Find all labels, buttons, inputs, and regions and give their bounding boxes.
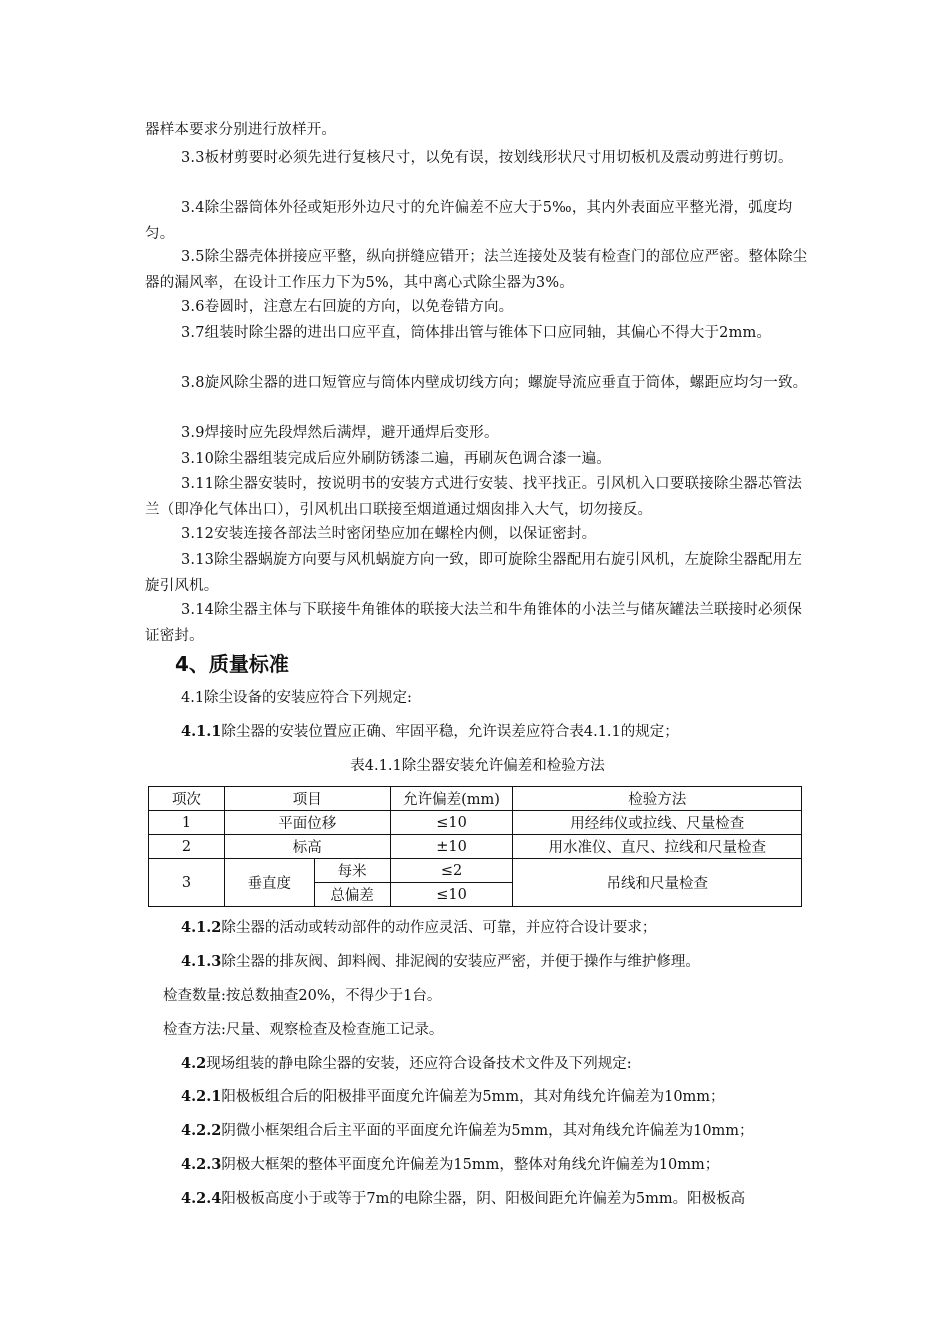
paragraph: 3.7组装时除尘器的进出口应平直，筒体排出管与锥体下口应同轴，其偏心不得大于2mm。 — [181, 325, 772, 341]
paragraph: 3.9焊接时应先段焊然后满焊，避开通焊后变形。 — [181, 425, 499, 441]
paragraph: 3.13除尘器蜗旋方向要与风机蜗旋方向一致，即可旋除尘器配用右旋引风机，左旋除尘器配用左旋引风机。 — [145, 552, 803, 594]
paragraph — [181, 1051, 632, 1077]
table-header: 项次 — [149, 787, 225, 811]
clause-text: 除尘器的排灰阀、卸料阀、排泥阀的安装应严密，并便于操作与维护修理。 — [221, 954, 700, 970]
paragraph — [181, 1118, 754, 1144]
table-cell: ≤10 — [390, 883, 513, 907]
paragraph: 3.10除尘器组装完成后应外刷防锈漆二遍，再刷灰色调合漆一遍。 — [181, 451, 611, 467]
clause-text: 阴极大框架的整体平面度允许偏差为15mm，整体对角线允许偏差为10mm； — [221, 1157, 720, 1173]
clause-text: 阳极板高度小于或等于7m的电除尘器，阴、阳极间距允许偏差为5mm。阳极板高 — [221, 1191, 746, 1207]
table-header: 检验方法 — [513, 787, 802, 811]
clause-text: 现场组装的静电除尘器的安装，还应符合设备技术文件及下列规定: — [206, 1056, 632, 1072]
table-cell: 每米 — [314, 859, 390, 883]
paragraph: 3.14除尘器主体与下联接牛角锥体的联接大法兰和牛角锥体的小法兰与储灰罐法兰联接时必须保证密封。 — [145, 602, 803, 644]
paragraph: 3.4除尘器筒体外径或矩形外边尺寸的允许偏差不应大于5‰，其内外表面应平整光滑，弧度均匀。 — [145, 200, 793, 242]
table-cell: 垂直度 — [224, 859, 314, 907]
table-row — [149, 811, 802, 835]
table-cell: 用经纬仪或拉线、尺量检查 — [513, 811, 802, 835]
table-caption: 表4.1.1除尘器安装允许偏差和检验方法 — [350, 758, 605, 774]
paragraph — [181, 1186, 745, 1212]
clause-number: 4.2.4 — [181, 1190, 222, 1207]
table-cell: 吊线和尺量检查 — [513, 859, 802, 907]
clause-text: 阴微小框架组合后主平面的平面度允许偏差为5mm，其对角线允许偏差为10mm； — [221, 1123, 754, 1139]
table-header: 项目 — [224, 787, 390, 811]
clause-number: 4.2.2 — [181, 1122, 222, 1139]
clause-number: 4.1.2 — [181, 919, 222, 936]
paragraph — [181, 1084, 725, 1110]
table-cell: ≤10 — [390, 811, 513, 835]
table-row — [149, 859, 802, 883]
paragraph — [181, 915, 656, 941]
table-row — [149, 835, 802, 859]
table-cell: 用水准仪、直尺、拉线和尺量检查 — [513, 835, 802, 859]
table-cell: 3 — [149, 859, 225, 907]
clause-text: 阳极板组合后的阳极排平面度允许偏差为5mm，其对角线允许偏差为10mm； — [221, 1089, 725, 1105]
section-heading: 4、质量标准 — [175, 652, 289, 676]
clause-number: 4.2.1 — [181, 1088, 222, 1105]
table-header: 允许偏差(mm) — [390, 787, 513, 811]
table-header-row — [149, 787, 802, 811]
paragraph: 3.12安装连接各部法兰时密闭垫应加在螺栓内侧，以保证密封。 — [181, 526, 597, 542]
clause-number: 4.2 — [181, 1055, 207, 1072]
paragraph: 3.5除尘器壳体拼接应平整，纵向拼缝应错开；法兰连接处及装有检查门的部位应严密。整体除尘器的漏风率，在设计工作压力下为5%，其中离心式除尘器为3%。 — [145, 249, 808, 291]
clause-number: 4.2.3 — [181, 1156, 222, 1173]
paragraph — [181, 1152, 719, 1178]
paragraph: 4.1除尘设备的安装应符合下列规定: — [181, 690, 412, 706]
table-cell: 2 — [149, 835, 225, 859]
table-cell: 总偏差 — [314, 883, 390, 907]
tolerance-table — [148, 786, 802, 907]
paragraph: 器样本要求分别进行放样开。 — [145, 122, 337, 138]
paragraph: 3.6卷圆时，注意左右回旋的方向，以免卷错方向。 — [181, 299, 514, 315]
table-cell: ≤2 — [390, 859, 513, 883]
paragraph: 3.3板材剪要时必须先进行复核尺寸，以免有误，按划线形状尺寸用切板机及震动剪进行剪切。 — [181, 150, 793, 166]
paragraph: 检查方法:尺量、观察检查及检查施工记录。 — [163, 1022, 444, 1038]
clause-number: 4.1.3 — [181, 953, 222, 970]
paragraph: 3.11除尘器安装时，按说明书的安装方式进行安装、找平找正。引风机入口要联接除尘器芯管法兰（即净化气体出口），引风机出口联接至烟道通过烟囱排入大气，切勿接反。 — [145, 476, 803, 518]
paragraph: 3.8旋风除尘器的进口短管应与筒体内壁成切线方向；螺旋导流应垂直于筒体，螺距应均匀一致。 — [181, 375, 808, 391]
paragraph — [181, 949, 700, 975]
clause-text: 除尘器的活动或转动部件的动作应灵活、可靠，并应符合设计要求； — [221, 920, 657, 936]
paragraph: 检查数量:按总数抽查20%，不得少于1台。 — [163, 988, 442, 1004]
clause-number: 4.1.1 — [181, 723, 222, 740]
table-cell: 1 — [149, 811, 225, 835]
paragraph — [181, 719, 679, 745]
table-cell: 平面位移 — [224, 811, 390, 835]
table-cell: 标高 — [224, 835, 390, 859]
clause-text: 除尘器的安装位置应正确、牢固平稳，允许误差应符合表4.1.1的规定； — [221, 724, 679, 740]
table-cell: ±10 — [390, 835, 513, 859]
